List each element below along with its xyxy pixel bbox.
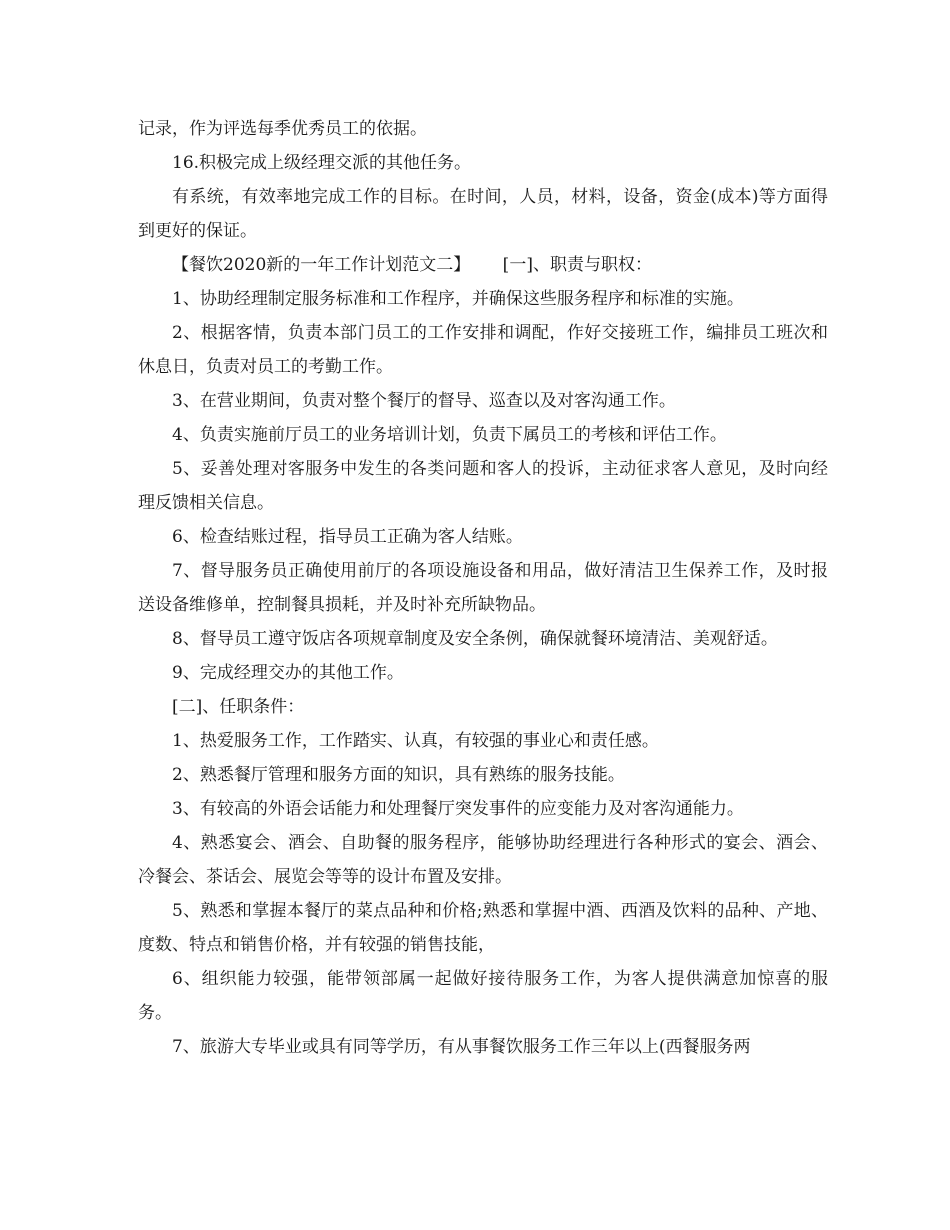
paragraph-12: 8、督导员工遵守饭店各项规章制度及安全条例，确保就餐环境清洁、美观舒适。 bbox=[172, 629, 778, 649]
paragraph-11: 7、督导服务员正确使用前厅的各项设施设备和用品，做好清洁卫生保养工作，及时报送设备维修单，控制餐具损耗，并及时补充所缺物品。 bbox=[138, 561, 828, 615]
paragraph-9: 5、妥善处理对客服务中发生的各类问题和客人的投诉，主动征求客人意见，及时向经理反馈相关信息。 bbox=[138, 459, 828, 513]
paragraph-6: 2、根据客情，负责本部门员工的工作安排和调配，作好交接班工作，编排员工班次和休息日，负责对员工的考勤工作。 bbox=[138, 323, 828, 377]
paragraph-15: 1、热爱服务工作，工作踏实、认真，有较强的事业心和责任感。 bbox=[172, 731, 659, 751]
paragraph-3: 有系统，有效率地完成工作的目标。在时间，人员，材料，设备，资金(成本)等方面得到更好的保证。 bbox=[138, 187, 828, 241]
document-body bbox=[138, 112, 828, 1064]
paragraph-13: 9、完成经理交办的其他工作。 bbox=[172, 663, 404, 683]
section-heading-2: [二]、任职条件： bbox=[172, 697, 305, 717]
section-heading-1: 【餐饮2020新的一年工作计划范文二】 [一]、职责与职权： bbox=[172, 255, 652, 275]
paragraph-20: 6、组织能力较强，能带领部属一起做好接待服务工作，为客人提供满意加惊喜的服务。 bbox=[138, 969, 828, 1023]
paragraph-5: 1、协助经理制定服务标准和工作程序，并确保这些服务程序和标准的实施。 bbox=[172, 289, 744, 309]
paragraph-8: 4、负责实施前厅员工的业务培训计划，负责下属员工的考核和评估工作。 bbox=[172, 425, 727, 445]
paragraph-17: 3、有较高的外语会话能力和处理餐厅突发事件的应变能力及对客沟通能力。 bbox=[172, 799, 744, 819]
paragraph-18: 4、熟悉宴会、酒会、自助餐的服务程序，能够协助经理进行各种形式的宴会、酒会、冷餐会、茶话会、展览会等等的设计布置及安排。 bbox=[138, 833, 828, 887]
paragraph-19: 5、熟悉和掌握本餐厅的菜点品种和价格;熟悉和掌握中酒、西酒及饮料的品种、产地、度数、特点和销售价格，并有较强的销售技能， bbox=[138, 901, 828, 955]
paragraph-2: 16.积极完成上级经理交派的其他任务。 bbox=[172, 153, 472, 173]
paragraph-7: 3、在营业期间，负责对整个餐厅的督导、巡查以及对客沟通工作。 bbox=[172, 391, 676, 411]
paragraph-10: 6、检查结账过程，指导员工正确为客人结账。 bbox=[172, 527, 523, 547]
paragraph-21: 7、旅游大专毕业或具有同等学历，有从事餐饮服务工作三年以上(西餐服务两 bbox=[172, 1037, 751, 1057]
paragraph-1: 记录，作为评选每季优秀员工的依据。 bbox=[138, 119, 427, 139]
paragraph-16: 2、熟悉餐厅管理和服务方面的知识，具有熟练的服务技能。 bbox=[172, 765, 625, 785]
